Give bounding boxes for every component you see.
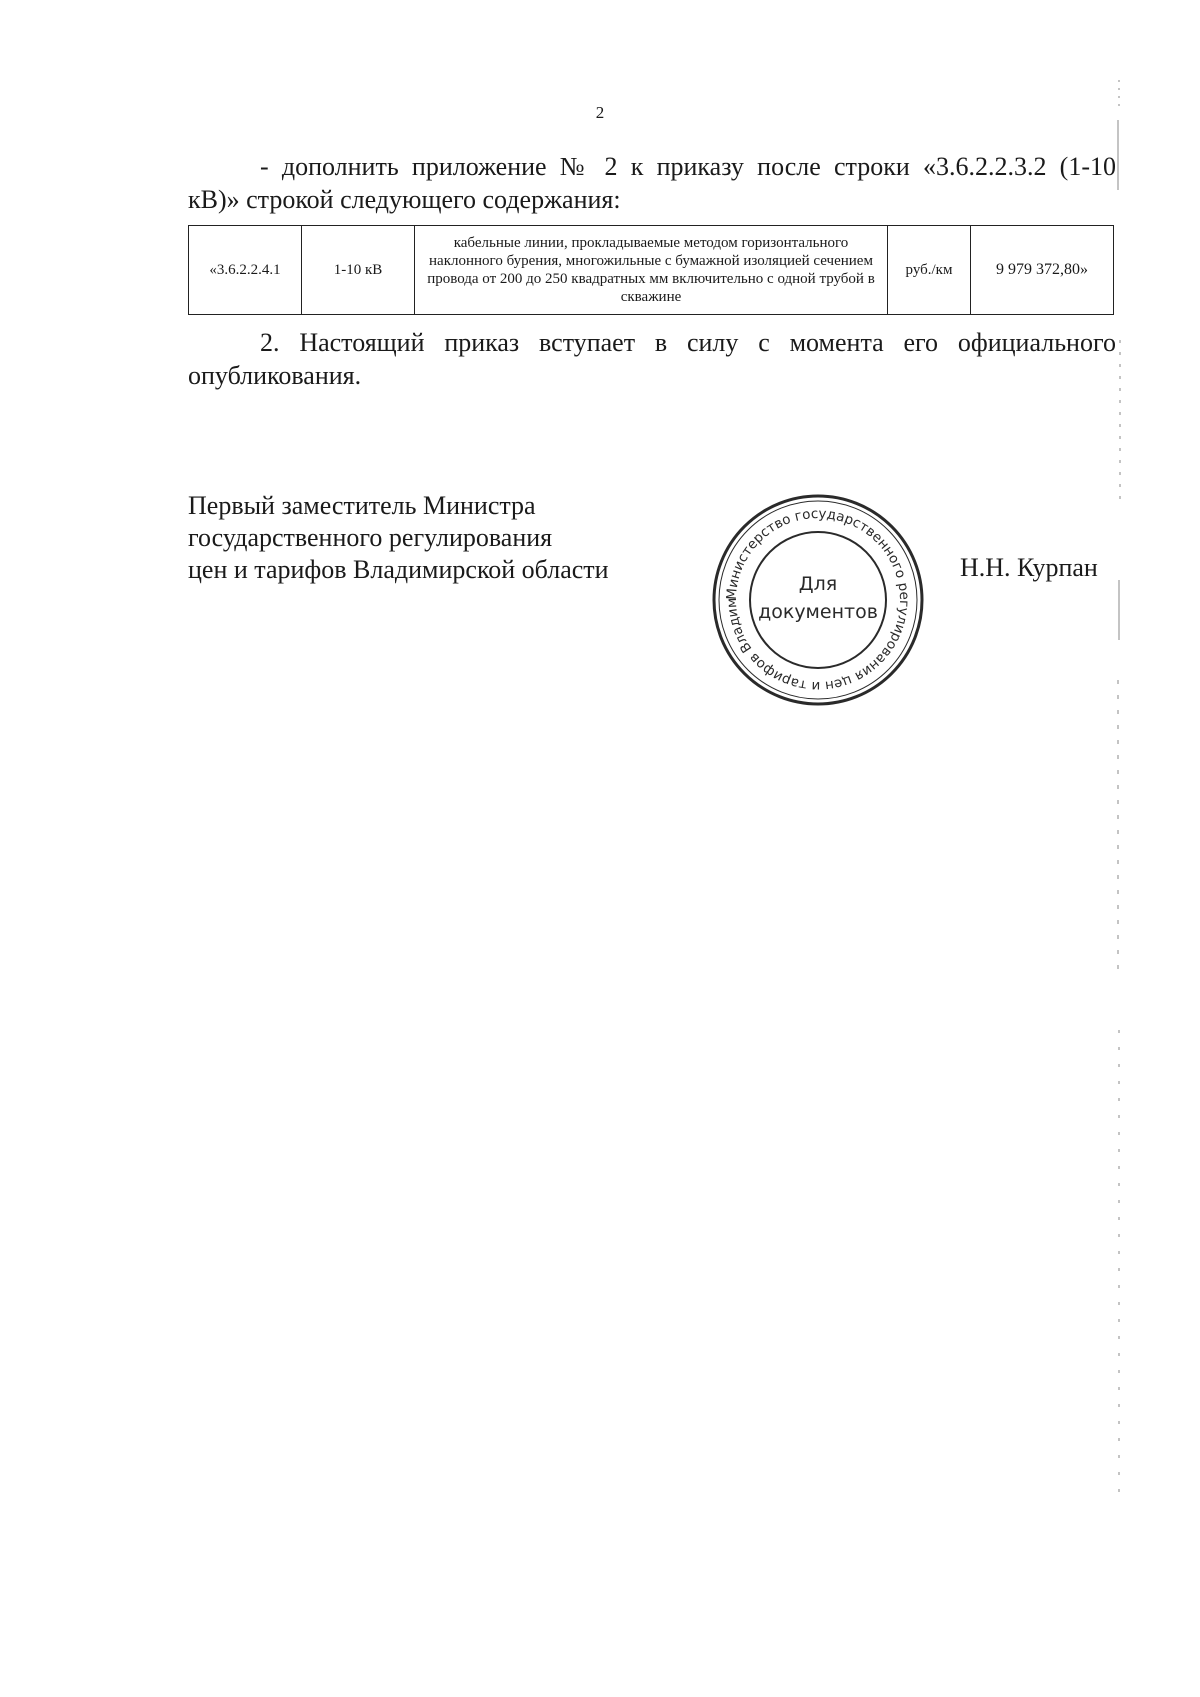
signer-title (188, 490, 609, 586)
amendment-paragraph-line1: - дополнить приложение № 2 к приказу после строки «3.6.2.2.3.2 (1-10 (260, 152, 1116, 181)
voltage-cell: 1-10 кВ (302, 226, 415, 315)
seal-center-line1: Для (798, 573, 838, 595)
price-cell: 9 979 372,80» (971, 226, 1114, 315)
seal-ring-text: Министерство государственного регулирования цен и тарифов Владим (723, 505, 913, 695)
description-cell: кабельные линии, прокладываемые методом горизонтального наклонного бурения, многожильные с бумажной изоляцией сечением провода от 200 до 250 квадратных мм включительно с одной трубой в скважине (415, 226, 888, 315)
seal-center-line2: документов (758, 601, 878, 623)
table-row (189, 226, 1114, 315)
signer-name: Н.Н. Курпан (960, 553, 1098, 582)
amendment-paragraph-line2: кВ)» строкой следующего содержания: (188, 185, 621, 214)
signer-title-line3: цен и тарифов Владимирской области (188, 555, 609, 584)
effective-date-line2: опубликования. (188, 361, 362, 390)
page-number: 2 (595, 103, 605, 122)
effective-date-paragraph (188, 326, 1116, 392)
effective-date-line1: 2. Настоящий приказ вступает в силу с момента его официального (260, 328, 1116, 357)
tariff-table (188, 225, 1114, 315)
signer-title-line1: Первый заместитель Министра (188, 491, 536, 520)
official-seal (708, 490, 928, 710)
amendment-paragraph (188, 150, 1116, 216)
tariff-code-cell: «3.6.2.2.4.1 (189, 226, 302, 315)
signer-title-line2: государственного регулирования (188, 523, 553, 552)
scan-edge-artifact (1113, 80, 1125, 1660)
unit-cell: руб./км (888, 226, 971, 315)
seal-graphic (708, 490, 928, 710)
